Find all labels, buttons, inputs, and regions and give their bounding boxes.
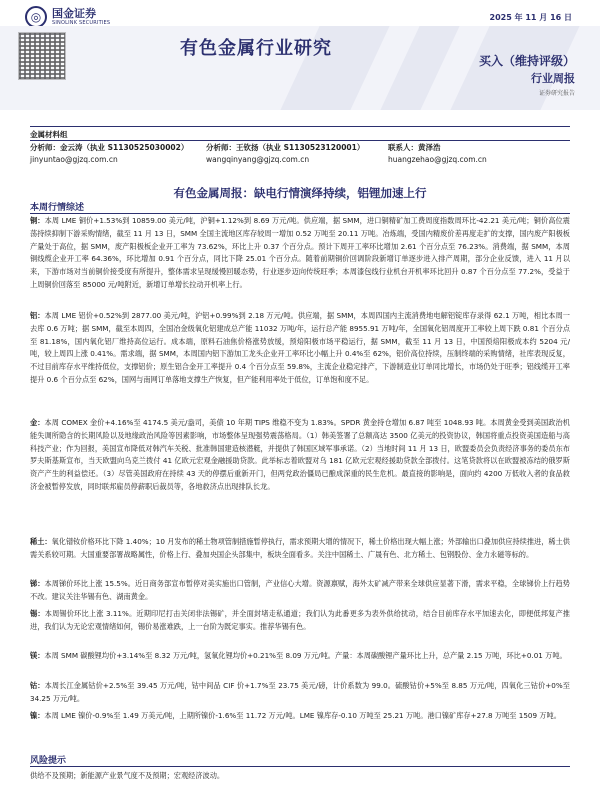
rating-badge: 买入（维持评级） bbox=[478, 54, 575, 68]
contact-email[interactable]: huangzehao@gjzq.com.cn bbox=[388, 155, 487, 164]
paragraph-lithium bbox=[30, 650, 570, 678]
lithium-text: 本周 SMM 碳酸锂均价+3.14%至 8.32 万元/吨，氢氧化锂均价+0.21%至 8.09 万元/吨。产量：本周碳酸锂产量环比上升，总产量 2.15 万吨，环比+0.01 万吨。 bbox=[44, 651, 567, 660]
nickel-label: 镍： bbox=[30, 711, 45, 720]
gold-label: 金： bbox=[30, 418, 45, 427]
analyst-1: 分析师：金云涛（执业 S1130525030002） bbox=[30, 143, 189, 152]
risk-divider bbox=[30, 766, 570, 767]
paragraph-gold bbox=[30, 417, 570, 533]
lithium-label: 镁： bbox=[30, 651, 45, 660]
nickel-text: 本周 LME 镍价-0.9%至 1.49 万美元/吨，上期所镍价-1.6%至 11.72 万元/吨。LME 镍库存-0.10 万吨至 25.21 万吨。港口镍矿库存+27.8 万吨至 1509 万吨。 bbox=[44, 711, 561, 720]
cobalt-text: 本周长江金属钴价+2.5%至 39.45 万元/吨，钴中间品 CIF 价+1.7%至 23.75 美元/磅，计价系数为 99.0。硫酸钴价+5%至 8.85 万元/吨，四氧化三钴价+0%至 34.25 万元/吨。 bbox=[30, 681, 570, 703]
divider-top bbox=[30, 126, 570, 127]
section-title-market: 本周行情综述 bbox=[30, 203, 85, 213]
logo-name-cn: 国金证券 bbox=[52, 7, 96, 20]
paragraph-rare-earth bbox=[30, 536, 570, 576]
tin-text: 本周锡价环比上涨 3.11%。近期印尼打击关闭非法锡矿，并全面封堵走私通道；我们认为此番更多为表外供给扰动，结合目前库存水平加速去化，即便低邦复产推进，我们认为无论宏观情绪如何，锡价易涨难跌，上一台阶为既定事实。推荐华锡有色。 bbox=[30, 609, 570, 631]
risk-text: 供给不及预期；新能源产业景气度不及预期；宏观经济波动。 bbox=[30, 771, 225, 780]
cobalt-label: 钴： bbox=[30, 681, 45, 690]
logo-emblem-icon: ◎ bbox=[25, 6, 47, 28]
divider-mid bbox=[30, 140, 570, 141]
paragraph-tin bbox=[30, 608, 570, 648]
logo-name-en: SINOLINK SECURITIES bbox=[52, 20, 111, 26]
paragraph-antimony bbox=[30, 578, 570, 606]
paragraph-nickel bbox=[30, 710, 570, 738]
aluminum-label: 铝： bbox=[30, 311, 45, 320]
antimony-text: 本周锑价环比上涨 15.5%。近日商务部宣布暂停对美实施出口管制，产业信心大增。资源禀赋，海外太矿减产带来全球供应显著下滑，需求平稳，全球锑价上行趋势不改。建议关注华锡有色、湖南黄金。 bbox=[30, 579, 570, 601]
section-divider bbox=[30, 213, 570, 214]
rare-earth-text: 氧化镨钕价格环比下降 1.40%；10 月发布的稀土物项管制措施暂停执行，需求预期大增的情况下，稀土价格出现大幅上涨；外部输出口叠加供应持续推进，稀土供需关系较可期。大国重要部署战略属性，价格上行、叠加央国企头部集中，板块全面看多。关注中国稀土、广晟有色、北方稀土、包钢股份、金力永磁等标的。 bbox=[30, 537, 570, 559]
analyst-2-email[interactable]: wangqinyang@gjzq.com.cn bbox=[206, 155, 310, 164]
report-category: 证券研究报告 bbox=[538, 90, 575, 97]
gold-text: 本周 COMEX 金价+4.16%至 4174.5 美元/盎司，美债 10 年期 TIPS 维稳不变为 1.83%。SPDR 黄金持仓增加 6.87 吨至 1048.93 吨。本周黄金受到美国政治机能失调所隐含的长期风险以及地缘政治风险等因素影响，市场整体呈现强势震荡格局。（1）韩美签署了总额高达 3500 亿美元的投资协议，韩国将重点投资美国造船与高科技产业；作为回报，美国宣布降低对韩汽车关税、批准韩国建造核潜艇，并提供了韩国区域军事承诺。（2）当地时间 11 月 13 日，欧盟委员会负责经济事务的委员东布罗夫斯基斯宣布，当天欧盟向乌克兰拨付 41 亿欧元宏观金融援助贷款。此举标志着欧盟对乌 181 亿欧元宏观经援助贷款全部拨付。这笔贷款将以在欧盟被冻结的俄罗斯资产产生的利益偿还。（3）尽管美国政府在持续 43 天的停摆后重新开门，但两党政治僵局已酿成深重的民生危机。最直接的影响是，面向约 4200 万低收入者的食品救济金被暂停发放，同时联邦雇员停薪职后裁员等，各地救济点出现排队长龙。 bbox=[30, 418, 570, 491]
contact-person: 联系人：黄泽浩 bbox=[388, 143, 441, 152]
report-type: 行业周报 bbox=[531, 72, 575, 85]
analyst-2: 分析师：王钦扬（执业 S1130523120001） bbox=[206, 143, 365, 152]
analyst-1-email[interactable]: jinyuntao@gjzq.com.cn bbox=[30, 155, 118, 164]
rare-earth-label: 稀土： bbox=[30, 537, 52, 546]
analyst-group: 金属材料组 bbox=[30, 130, 68, 139]
copper-text: 本周 LME 铜价+1.53%到 10859.00 美元/吨，沪铜+1.12%到 8.69 万元/吨。供应端，据 SMM，进口铜精矿加工费周度指数周环比-42.21 美元/吨；铜价高位震荡持续抑制下游采购情绪，截至 11 月 13 日，SMM 全国主流地区库存较周一增加 0.52 万吨至 20.11 万吨。冶炼端，受国内精废价差再度走扩的支撑，国内废产阳极板产量处于高位，据 SMM，废产阳极板企业开工率为 73.62%，环比上升 0.37 个百分点。预计下周开工率环比增加 2.61 个百分点至 76.23%。消费端，据 SMM，本周铜线缆企业开工率 64.36%，环比增加 0.91 个百分点，同比下降 25.01 个百分点。随着前期铜价回调阶段新增订单逐步进入排产周期，部分企业反馈，进入 11 月以来，下游市场对当前铜价接受度有所提升，整体需求呈现缓慢回暖态势，行业逐步迈向传统旺季；本周漆包线行业机台开机率环比回升 0.87 个百分点至 77.2%，受益于上周铜价回落至 85000 元/吨附近，新增订单增长拉动开机率上行。 bbox=[30, 216, 570, 289]
paragraph-aluminum bbox=[30, 310, 570, 414]
brand-logo bbox=[25, 6, 110, 28]
report-title: 有色金属行业研究 bbox=[180, 38, 332, 59]
paragraph-cobalt bbox=[30, 680, 570, 708]
aluminum-text: 本周 LME 铝价+0.52%到 2877.00 美元/吨，沪铝+0.99%到 2.18 万元/吨。供应端，据 SMM，本周四国内主流消费地电解铝锭库存录得 62.1 万吨，相比本周一去库 0.6 万吨；据 SMM，截至本周四，全国冶金级氧化铝建成总产能 11032 万吨/年，运行总产能 8955.91 万吨/年，全国氧化铝周度开工率较上周下跌 0.81 个百分点至 81.18%，国内氧化铝厂维持高位运行。成本端，原料石油焦价格涨势放缓，预焙阳极市场平稳运行，据 SMM，截至 11 月 13 日，中国预焙阳极成本约 5204 元/吨，较上周四上涨 0.41%。需求端，据 SMM，本周国内铝下游加工龙头企业开工率环比小幅上升 0.4%至 62%，铝价高位持续，压制终端的采购情绪，社库表现反复，不过目前库存水平维持低位，支撑铝价；原生铝合金开工率提升 0.4 个百分点至 59.8%，主流企业稳定排产，下游制造业订单同比增长，市场仍处于旺季；铝线缆开工率提升 0.6 个百分点至 62%，国网与南网订单落地支撑生产恢复，但产能利用率处于低位，订单饱和度不足。 bbox=[30, 311, 570, 384]
report-date: 2025 年 11 月 16 日 bbox=[489, 13, 572, 22]
risk-title: 风险提示 bbox=[30, 756, 67, 766]
copper-label: 铜： bbox=[30, 216, 45, 225]
qr-code-icon bbox=[18, 32, 66, 80]
tin-label: 锡： bbox=[30, 609, 45, 618]
antimony-label: 锑： bbox=[30, 579, 45, 588]
report-headline: 有色金属周报：缺电行情演绎持续，铝锂加速上行 bbox=[173, 186, 427, 200]
paragraph-copper bbox=[30, 215, 570, 307]
